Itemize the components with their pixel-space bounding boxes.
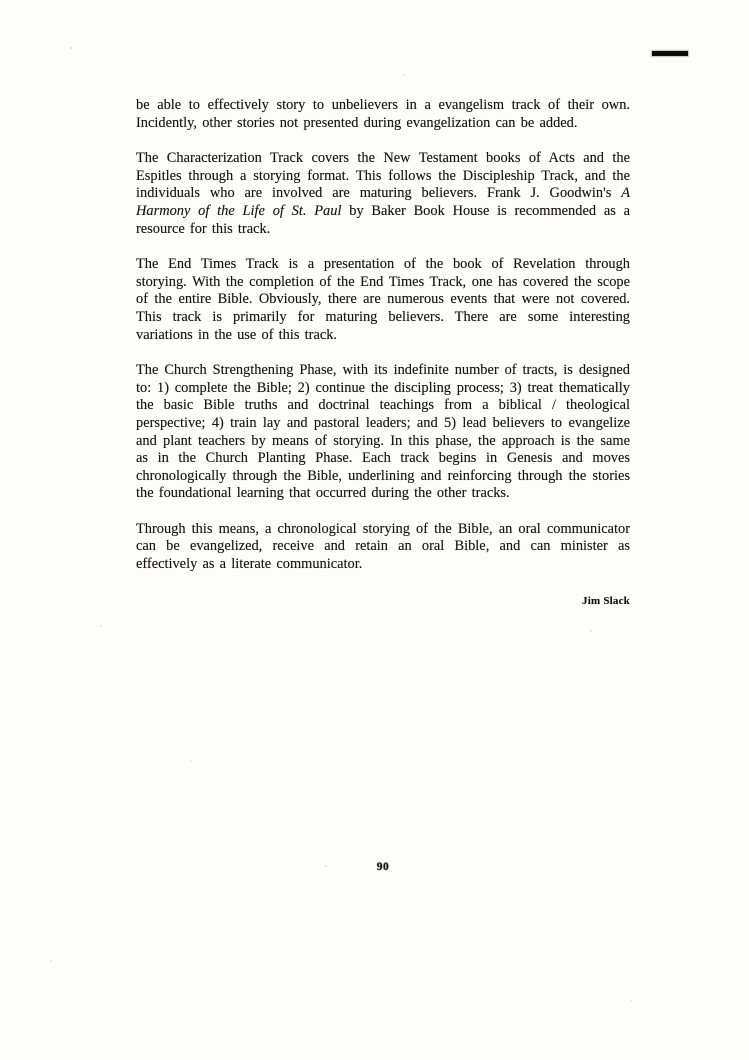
author-signature: Jim Slack xyxy=(582,594,630,607)
redaction-mark xyxy=(652,51,688,56)
paragraph-characterization-track xyxy=(136,150,630,238)
paragraph-evangelism-track xyxy=(136,97,630,132)
paragraph-church-strengthening-phase xyxy=(136,362,630,503)
paragraph-text: The Characterization Track covers the New Testament books of Acts and the Espitles through a storying format. This follows the Discipleship Track, and the individuals who are involved are maturing believers. Frank J. Goodwin's xyxy=(136,150,630,202)
page-number: 90 xyxy=(376,861,390,873)
paragraph-end-times-track xyxy=(136,256,630,344)
paragraph-conclusion xyxy=(136,521,630,574)
document-text-block xyxy=(136,97,630,607)
book-title-italic: A Harmony of the Life of St. Paul xyxy=(136,185,630,219)
paragraph-text: Through this means, a chronological storying of the Bible, an oral communicator can be evangelized, receive and retain an oral Bible, and can minister as effectively as a literate communicator. xyxy=(136,520,630,573)
paragraph-text: The End Times Track is a presentation of the book of Revelation through storying. With the completion of the End Times Track, one has covered the scope of the entire Bible. Obviously, there are numerous events that were not covered. This track is primarily for maturing believers. There are some interesting variations in the use of this track. xyxy=(136,256,630,343)
paragraph-text: by Baker Book House is recommended as a resource for this track. xyxy=(136,202,630,237)
paragraph-text: The Church Strengthening Phase, with its indefinite number of tracts, is designed to: 1) complete the Bible; 2) continue the discipling process; 3) treat thematically the basic Bible truths and doctrinal teachings from a biblical / theological perspective; 4) train lay and pastoral leaders; and 5) lead believers to evangelize and plant teachers by means of storying. In this phase, the approach is the same as in the Church Planting Phase. Each track begins in Genesis and moves chronologically through the Bible, underlining and reinforcing through the stories the foundational learning that occurred during the other tracks. xyxy=(136,362,630,502)
paragraph-text: be able to effectively story to unbelievers in a evangelism track of their own. Incidently, other stories not presented during evangelization can be added. xyxy=(136,97,630,131)
scan-noise-speck xyxy=(70,47,72,49)
